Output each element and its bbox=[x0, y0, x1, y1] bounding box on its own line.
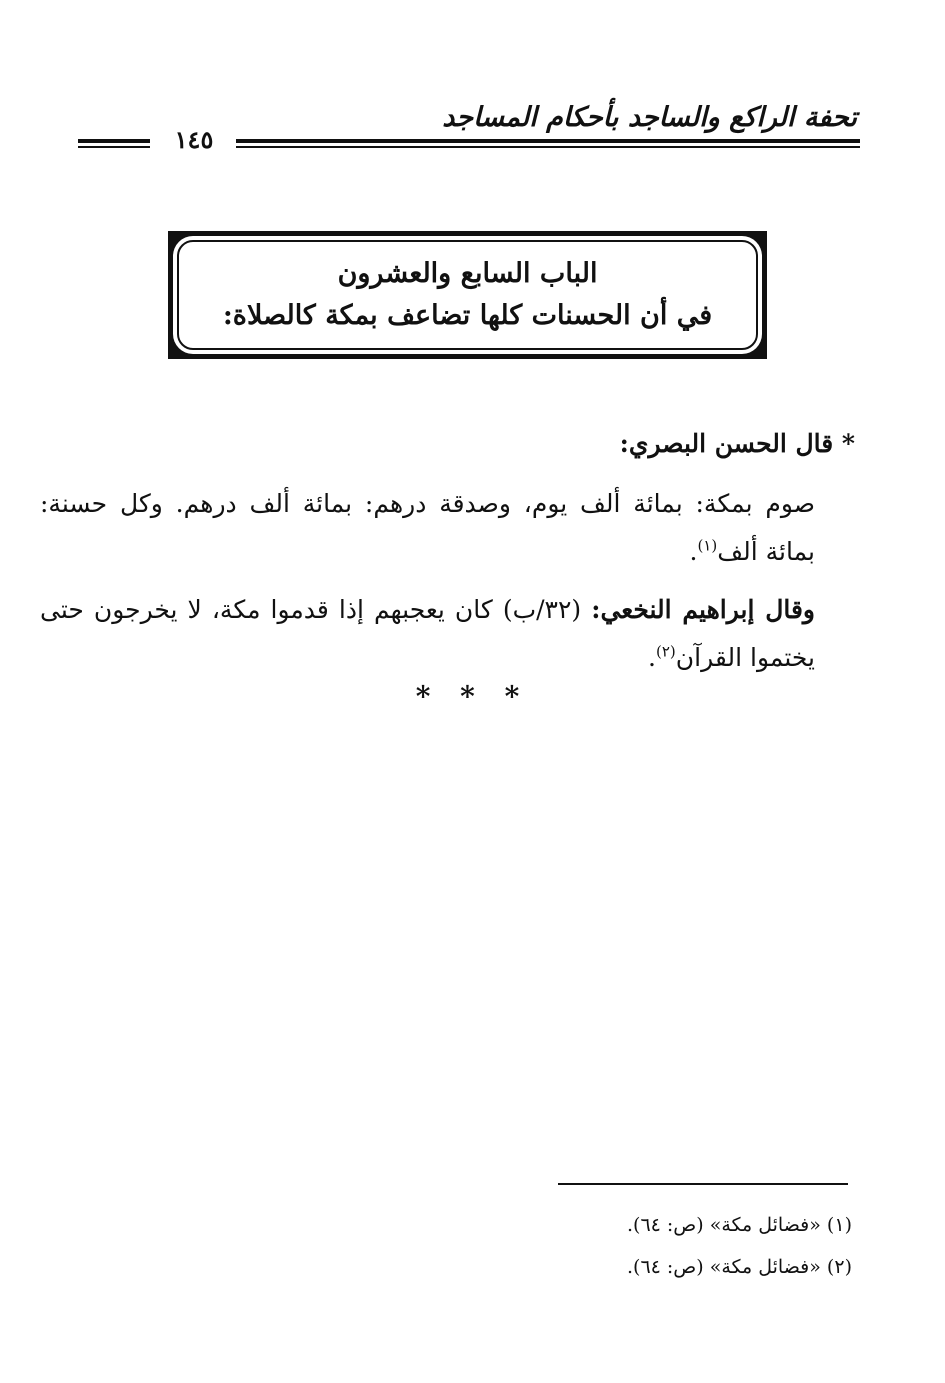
paragraph-end: . bbox=[648, 643, 656, 672]
footnote-marker: (٢) bbox=[656, 642, 676, 661]
chapter-subtitle: في أن الحسنات كلها تضاعف بمكة كالصلاة: bbox=[222, 300, 713, 331]
running-header-title: تحفة الراكع والساجد بأحكام المساجد bbox=[442, 102, 857, 133]
header-rule-thin bbox=[78, 146, 150, 148]
footnote-rule bbox=[558, 1183, 848, 1185]
header-rule-thick bbox=[78, 139, 150, 143]
chapter-heading-box bbox=[168, 231, 767, 359]
header-rule-thick bbox=[236, 139, 860, 143]
paragraph-text: صوم بمكة: بمائة ألف يوم، وصدقة درهم: بمائة ألف درهم. وكل حسنة: بمائة ألف bbox=[40, 489, 815, 566]
chapter-heading-inner-frame bbox=[177, 240, 758, 350]
chapter-heading-frame bbox=[173, 236, 762, 354]
paragraph-end: . bbox=[689, 537, 698, 566]
header-rule-left bbox=[78, 139, 150, 148]
header-rule-thin bbox=[236, 146, 860, 148]
paragraph-hasan-basri-intro: * قال الحسن البصري: bbox=[619, 429, 855, 458]
footnote-1: (١) «فضائل مكة» (ص: ٦٤). bbox=[626, 1214, 852, 1236]
chapter-title: الباب السابع والعشرون bbox=[337, 258, 598, 290]
section-separator-stars: * * * bbox=[415, 680, 530, 713]
footnote-2: (٢) «فضائل مكة» (ص: ٦٤). bbox=[626, 1256, 852, 1278]
paragraph-hasan-basri-quote bbox=[40, 480, 855, 576]
page-number: ١٤٥ bbox=[174, 125, 214, 154]
footnote-marker: (١) bbox=[697, 536, 718, 555]
paragraph-lead: وقال إبراهيم النخعي: bbox=[591, 595, 816, 624]
header-rule-right bbox=[236, 139, 860, 148]
paragraph-nakhai bbox=[40, 586, 855, 682]
paragraph-text: (٣٢/ب) كان يعجبهم إذا قدموا مكة، لا يخرجون حتى يختموا القرآن bbox=[40, 595, 815, 672]
